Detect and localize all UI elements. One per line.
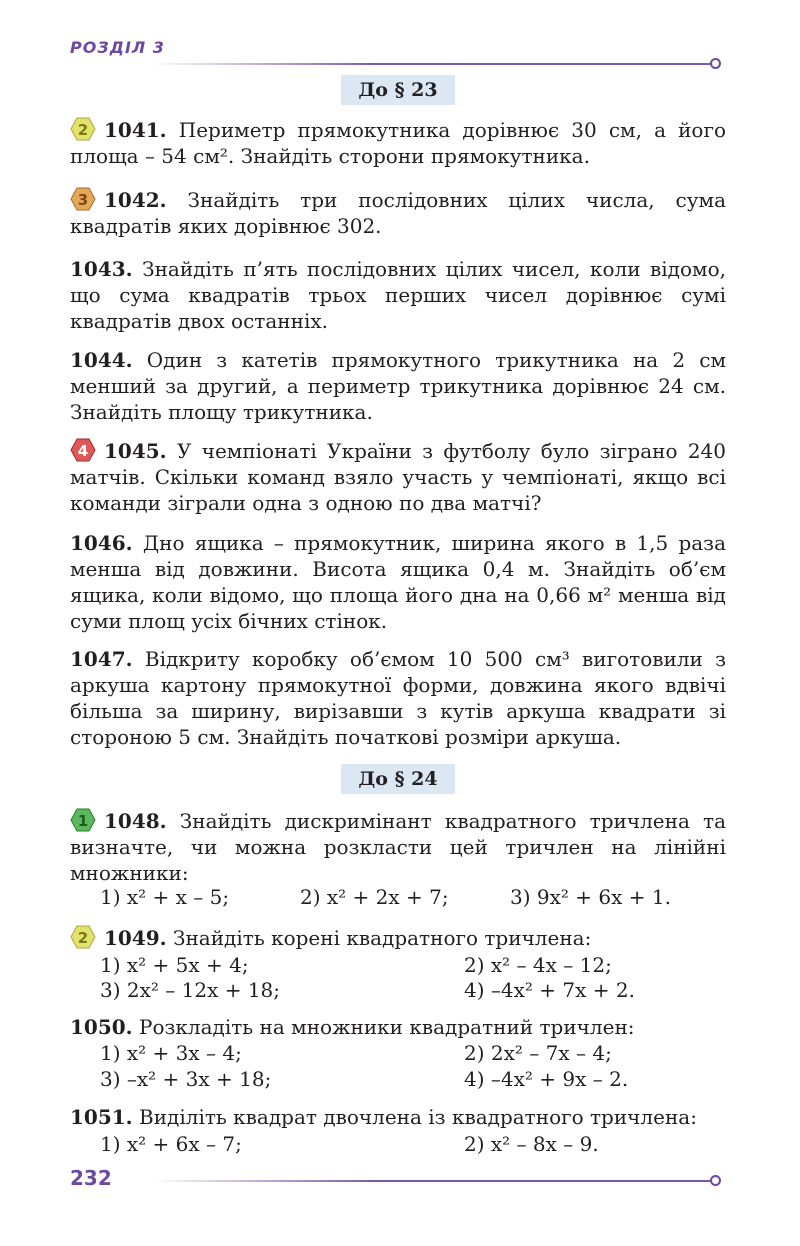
problem-1042 (70, 187, 726, 239)
answer-row (100, 952, 720, 978)
answer-item: 1) x² + x – 5; (100, 885, 230, 909)
problem-text: Знайдіть три послідовних цілих числа, сума квадратів яких дорівнює 302. (70, 188, 726, 238)
problem-text: Один з катетів прямокутного трикутника на 2 см менший за другий, а периметр трикутника дорівнює 24 см. Знайдіть площу трикутника. (70, 348, 726, 424)
answer-row (100, 1040, 720, 1066)
header-rule-end (710, 58, 721, 69)
problem-number: 1047. (70, 647, 133, 671)
problem-1043 (70, 256, 726, 334)
level-1-icon (70, 808, 96, 832)
level-2-digit: 2 (77, 929, 89, 947)
level-3-digit: 3 (77, 191, 89, 209)
problem-text: У чемпіонаті України з футболу було зіграно 240 матчів. Скільки команд взяло участь у чемпіонаті, якщо всі команди зіграли одна з одною по два матчі? (70, 439, 726, 515)
answer-item: 2) x² – 4x – 12; (464, 953, 612, 977)
problem-number: 1044. (70, 348, 133, 372)
level-2-icon (70, 925, 96, 949)
problem-number: 1046. (70, 531, 133, 555)
problem-text: Знайдіть дискримінант квадратного тричлена та визначте, чи можна розкласти цей тричлен на лінійні множники: (70, 809, 726, 885)
problem-number: 1043. (70, 257, 133, 281)
problem-text: Знайдіть корені квадратного тричлена: (166, 926, 592, 950)
answer-item: 1) x² + 6x – 7; (100, 1132, 242, 1156)
level-2-digit: 2 (77, 121, 89, 139)
problem-number: 1051. (70, 1105, 133, 1129)
problem-number: 1045. (104, 439, 167, 463)
problem-number: 1050. (70, 1015, 133, 1039)
answer-item: 2) x² – 8x – 9. (464, 1132, 599, 1156)
answer-row (100, 1066, 720, 1092)
problem-1047 (70, 646, 726, 750)
footer-rule (150, 1180, 712, 1182)
problem-text: Розкладіть на множники квадратний тричлен: (132, 1015, 635, 1039)
answer-item: 3) 2x² – 12x + 18; (100, 978, 281, 1002)
problem-text: Знайдіть п’ять послідовних цілих чисел, коли відомо, що сума квадратів трьох перших чисел дорівнює сумі квадратів двох останніх. (70, 257, 726, 333)
section-heading-23: До § 23 (341, 75, 455, 105)
level-4-icon (70, 438, 96, 462)
problem-1046 (70, 530, 726, 634)
problem-text: Дно ящика – прямокутник, ширина якого в 1,5 раза менша від довжини. Висота ящика 0,4 м. Знайдіть об’єм ящика, коли відомо, що площа його дна на 0,66 м² менша від суми площ усіх бічних стінок. (70, 531, 726, 633)
problem-1051 (70, 1104, 726, 1130)
problem-number: 1049. (104, 926, 167, 950)
answer-row (100, 977, 720, 1003)
answer-item: 1) x² + 5x + 4; (100, 953, 249, 977)
header-rule (150, 63, 712, 65)
problem-1049 (70, 925, 726, 951)
problem-1045 (70, 438, 726, 516)
problem-number: 1048. (104, 809, 167, 833)
problem-1041 (70, 117, 726, 169)
level-3-icon (70, 187, 96, 211)
problem-number: 1041. (104, 118, 167, 142)
section-heading-24: До § 24 (341, 764, 455, 794)
answer-item: 3) 9x² + 6x + 1. (510, 885, 671, 909)
footer-rule-end (710, 1175, 721, 1186)
problem-text: Виділіть квадрат двочлена із квадратного тричлена: (132, 1105, 697, 1129)
answer-item: 4) –4x² + 9x – 2. (464, 1067, 629, 1091)
problem-1050 (70, 1014, 726, 1040)
answer-row (100, 1131, 720, 1157)
problem-1048 (70, 808, 726, 886)
problem-1044 (70, 347, 726, 425)
answer-row (100, 884, 720, 910)
chapter-label: РОЗДІЛ 3 (70, 38, 165, 57)
answer-item: 2) x² + 2x + 7; (300, 885, 449, 909)
level-2-icon (70, 117, 96, 141)
page-number: 232 (70, 1166, 112, 1190)
problem-text: Відкриту коробку об’ємом 10 500 см³ виготовили з аркуша картону прямокутної форми, довжина якого вдвічі більша за ширину, вирізавши з кутів аркуша квадрати зі стороною 5 см. Знайдіть початкові розміри аркуша. (70, 647, 726, 749)
answer-item: 4) –4x² + 7x + 2. (464, 978, 635, 1002)
problem-number: 1042. (104, 188, 167, 212)
answer-item: 2) 2x² – 7x – 4; (464, 1041, 612, 1065)
problem-text: Периметр прямокутника дорівнює 30 см, а його площа – 54 см². Знайдіть сторони прямокутника. (70, 118, 726, 168)
level-4-digit: 4 (77, 442, 89, 460)
level-1-digit: 1 (77, 812, 89, 830)
answer-item: 3) –x² + 3x + 18; (100, 1067, 272, 1091)
answer-item: 1) x² + 3x – 4; (100, 1041, 242, 1065)
